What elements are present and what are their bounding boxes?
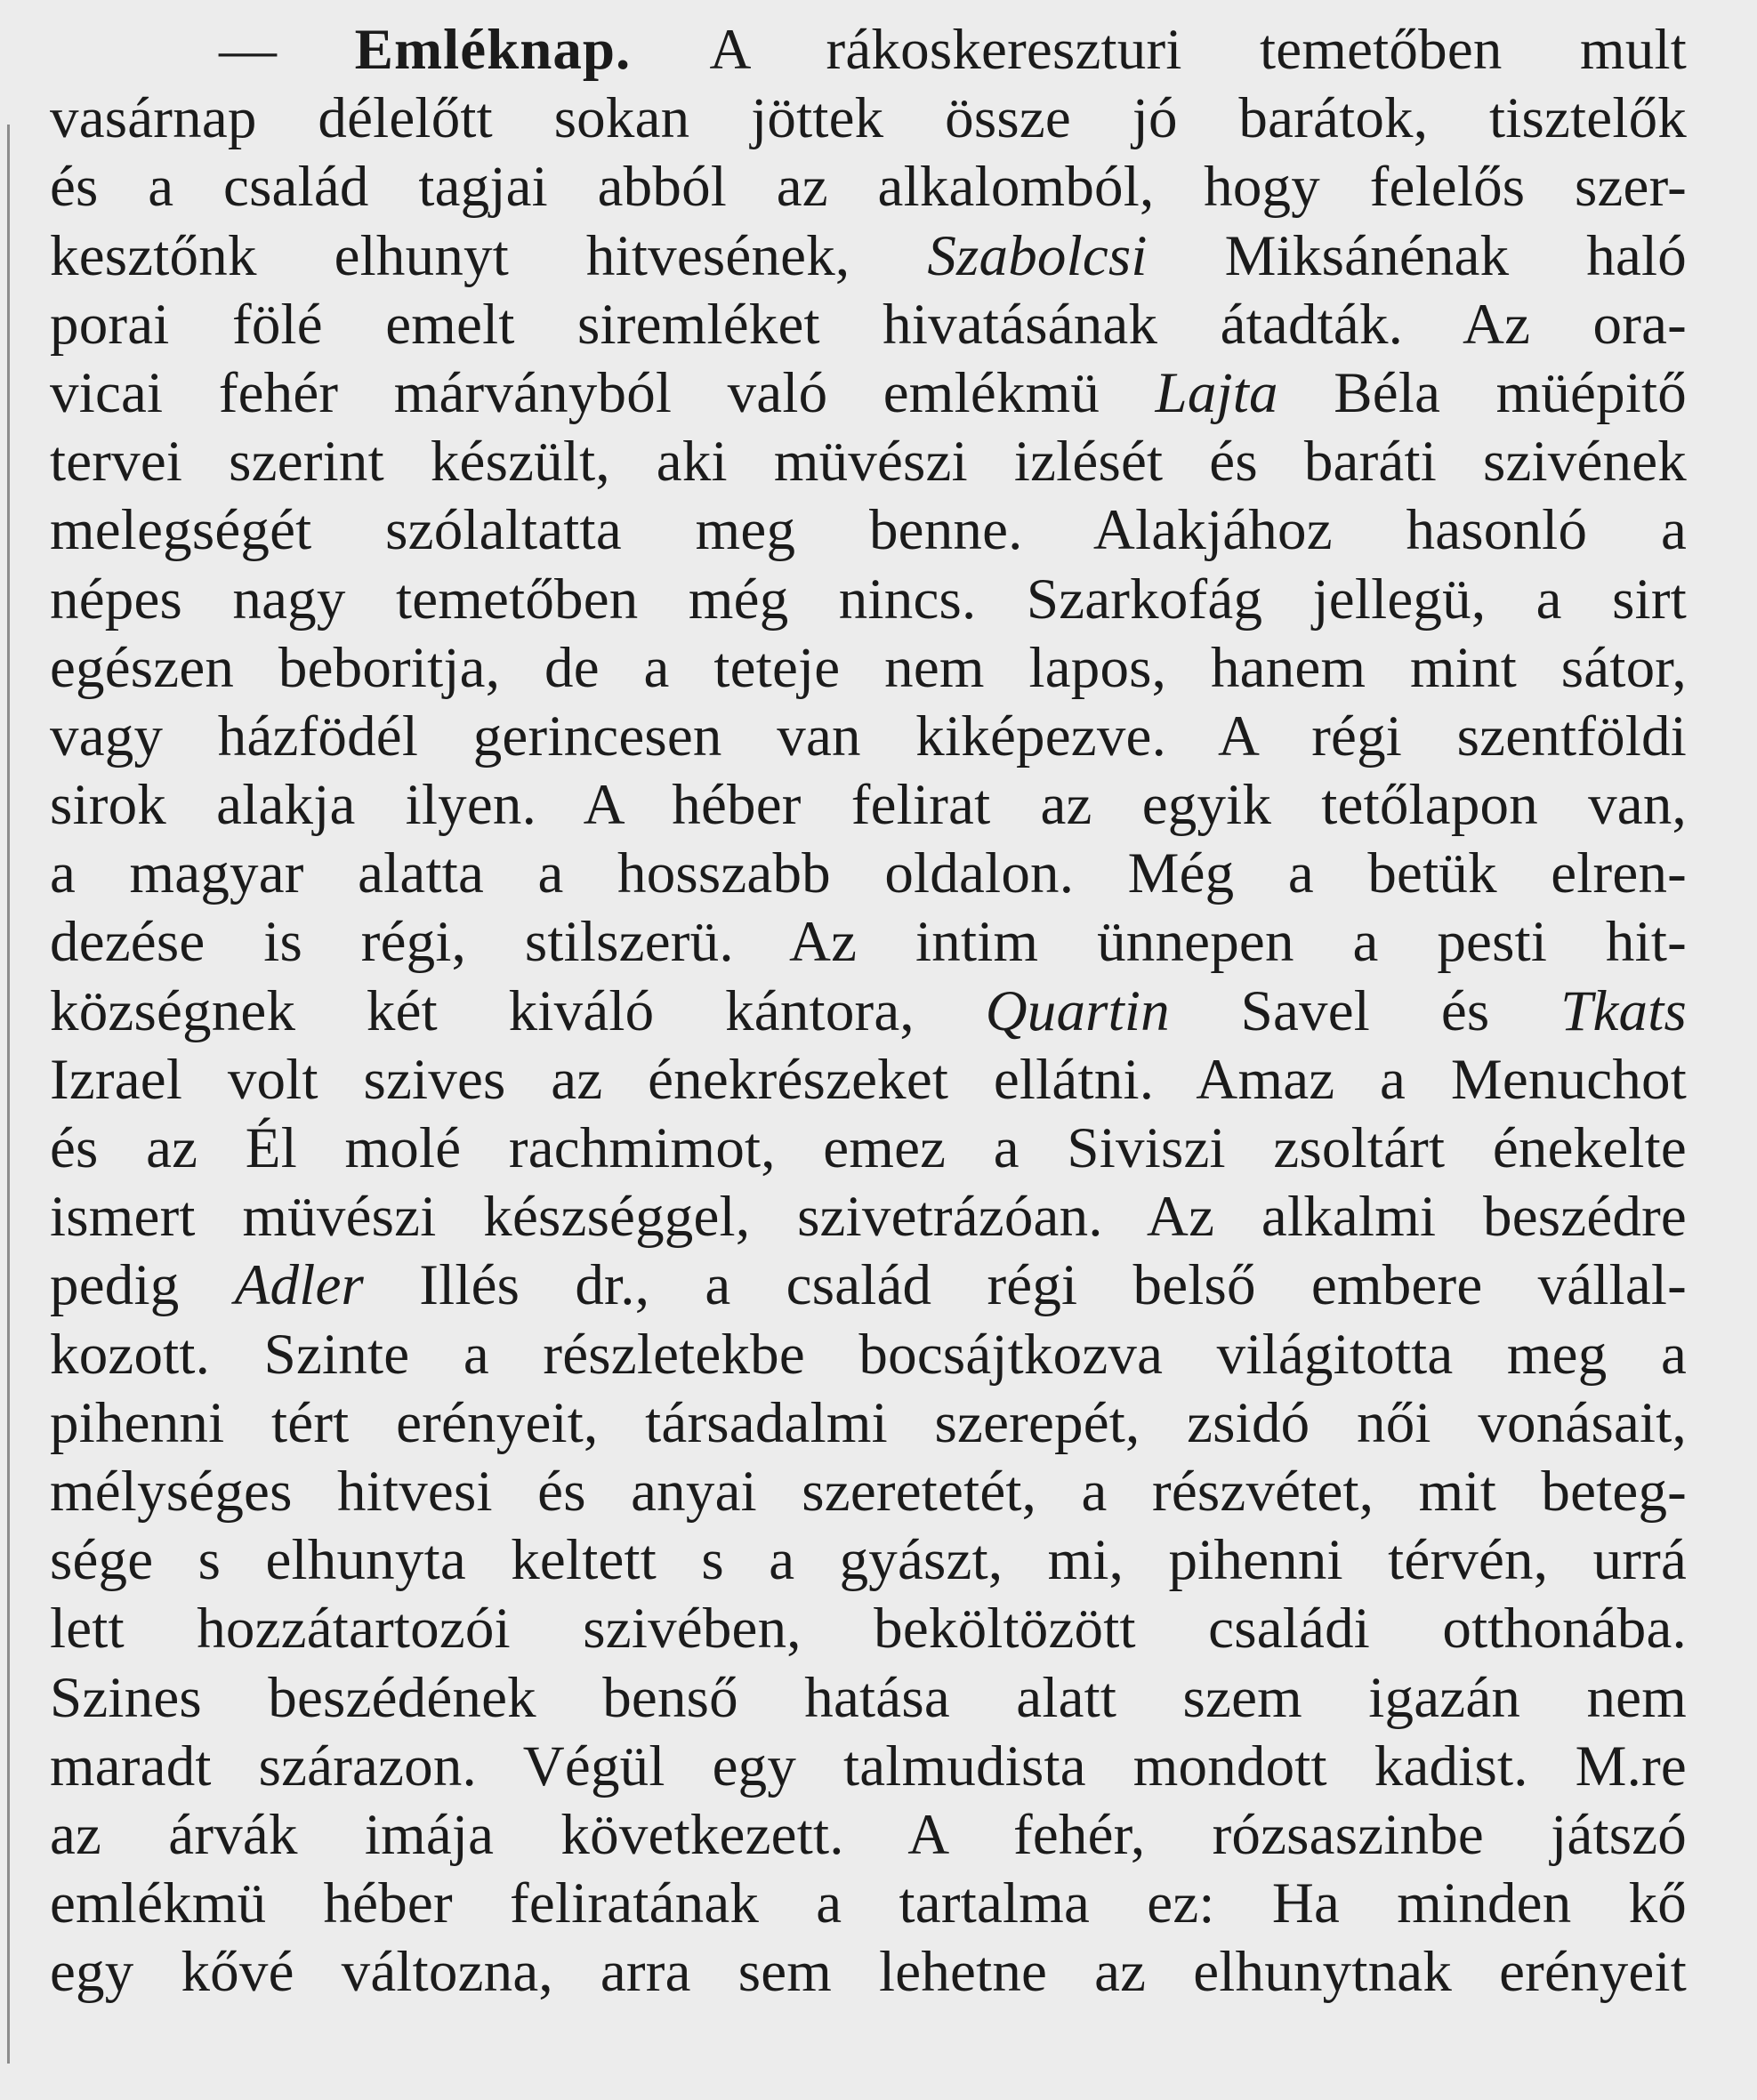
- text-segment: pedig: [50, 1253, 235, 1318]
- article-line: [50, 1595, 1687, 1663]
- text-segment: ismert müvészi készséggel, szivetrázóan. Az alkalmi beszédre: [50, 1185, 1687, 1250]
- article-line: [50, 1046, 1687, 1114]
- person-name: Adler: [234, 1253, 365, 1318]
- article-line: [50, 291, 1687, 359]
- article-line: [50, 771, 1687, 840]
- article-line: [50, 1458, 1687, 1526]
- person-name: Quartin: [985, 978, 1170, 1043]
- text-segment: Izrael volt szives az énekrészeket ellátni. Amaz a Menuchot: [50, 1047, 1687, 1112]
- article-emleknap: [50, 16, 1687, 2007]
- text-segment: Miksánénak haló: [1147, 223, 1687, 288]
- text-segment: Béla müépitő: [1277, 360, 1687, 425]
- article-line: [50, 1114, 1687, 1183]
- article-body: [50, 84, 1687, 2007]
- article-headline: Emléknap.: [354, 18, 710, 82]
- article-line: [50, 1938, 1687, 2007]
- person-name: Tkats: [1560, 978, 1687, 1043]
- text-segment: az árvák imája következett. A fehér, rózsaszinbe játszó: [50, 1802, 1687, 1867]
- article-line: [50, 428, 1687, 496]
- text-segment: tervei szerint készült, aki müvészi izlését és baráti szivének: [50, 430, 1687, 495]
- text-segment: emlékmü héber feliratának a tartalma ez: Ha minden kő: [50, 1871, 1687, 1936]
- article-line: [50, 840, 1687, 908]
- article-line: [50, 359, 1687, 428]
- text-segment: pihenni tért erényeit, társadalmi szerepét, zsidó női vonásait,: [50, 1390, 1687, 1455]
- article-line: [50, 703, 1687, 771]
- text-segment: vasárnap délelőtt sokan jöttek össze jó barátok, tisztelők: [50, 86, 1687, 151]
- article-line: [50, 908, 1687, 977]
- text-segment: Illés dr., a család régi belső embere vállal-: [364, 1253, 1687, 1318]
- text-segment: vicai fehér márványból való emlékmü: [50, 360, 1156, 425]
- text-segment: melegségét szólaltatta meg benne. Alakjához hasonló a: [50, 498, 1687, 563]
- article-line: [50, 153, 1687, 221]
- article-line: [50, 222, 1687, 291]
- article-line: [50, 634, 1687, 703]
- text-segment: egy kővé változna, arra sem lehetne az elhunytnak erényeit: [50, 1940, 1687, 2005]
- text-segment: népes nagy temetőben még nincs. Szarkofág jellegü, a sirt: [50, 567, 1687, 632]
- text-segment: maradt szárazon. Végül egy talmudista mondott kadist. M.re: [50, 1734, 1687, 1798]
- article-line: [50, 978, 1687, 1046]
- text-segment: vagy házfödél gerincesen van kiképezve. A régi szentföldi: [50, 704, 1687, 768]
- article-line: [50, 1389, 1687, 1458]
- text-segment: sége s elhunyta keltett s a gyászt, mi, pihenni térvén, urrá: [50, 1528, 1687, 1593]
- person-name: Szabolcsi: [927, 223, 1148, 288]
- text-segment: kozott. Szinte a részletekbe bocsájtkozva világitotta meg a: [50, 1322, 1687, 1387]
- article-line: [50, 566, 1687, 634]
- text-segment: sirok alakja ilyen. A héber felirat az egyik tetőlapon van,: [50, 773, 1687, 838]
- article-first-line: [50, 16, 1687, 84]
- person-name: Lajta: [1155, 360, 1278, 425]
- article-line: [50, 1321, 1687, 1389]
- text-segment: porai fölé emelt siremléket hivatásának átadták. Az ora-: [50, 292, 1687, 357]
- text-segment: kesztőnk elhunyt hitvesének,: [50, 223, 928, 288]
- column-rule: [7, 125, 10, 2064]
- headline-dash: —: [219, 18, 355, 82]
- article-line: [50, 1801, 1687, 1870]
- article-line: [50, 1251, 1687, 1320]
- text-segment: és a család tagjai abból az alkalomból, hogy felelős szer-: [50, 155, 1687, 220]
- article-line: [50, 1526, 1687, 1595]
- article-line: [50, 1870, 1687, 1938]
- text-segment: dezése is régi, stilszerü. Az intim ünnepen a pesti hit-: [50, 910, 1687, 975]
- text-segment: lett hozzátartozói szivében, beköltözött családi otthonába.: [50, 1597, 1687, 1661]
- text-segment: a magyar alatta a hosszabb oldalon. Még a betük elren-: [50, 841, 1687, 906]
- text-segment: községnek két kiváló kántora,: [50, 978, 986, 1043]
- text-segment: A rákoskereszturi temetőben mult: [709, 18, 1687, 82]
- text-segment: egészen beboritja, de a teteje nem lapos, hanem mint sátor,: [50, 635, 1687, 700]
- article-line: [50, 84, 1687, 153]
- text-segment: és az Él molé rachmimot, emez a Siviszi zsoltárt énekelte: [50, 1116, 1687, 1180]
- text-segment: Savel és: [1169, 978, 1561, 1043]
- text-segment: Szines beszédének benső hatása alatt szem igazán nem: [50, 1665, 1687, 1730]
- article-line: [50, 496, 1687, 565]
- text-segment: mélységes hitvesi és anyai szeretetét, a részvétet, mit beteg-: [50, 1459, 1687, 1524]
- article-line: [50, 1733, 1687, 1801]
- article-line: [50, 1183, 1687, 1251]
- article-line: [50, 1664, 1687, 1733]
